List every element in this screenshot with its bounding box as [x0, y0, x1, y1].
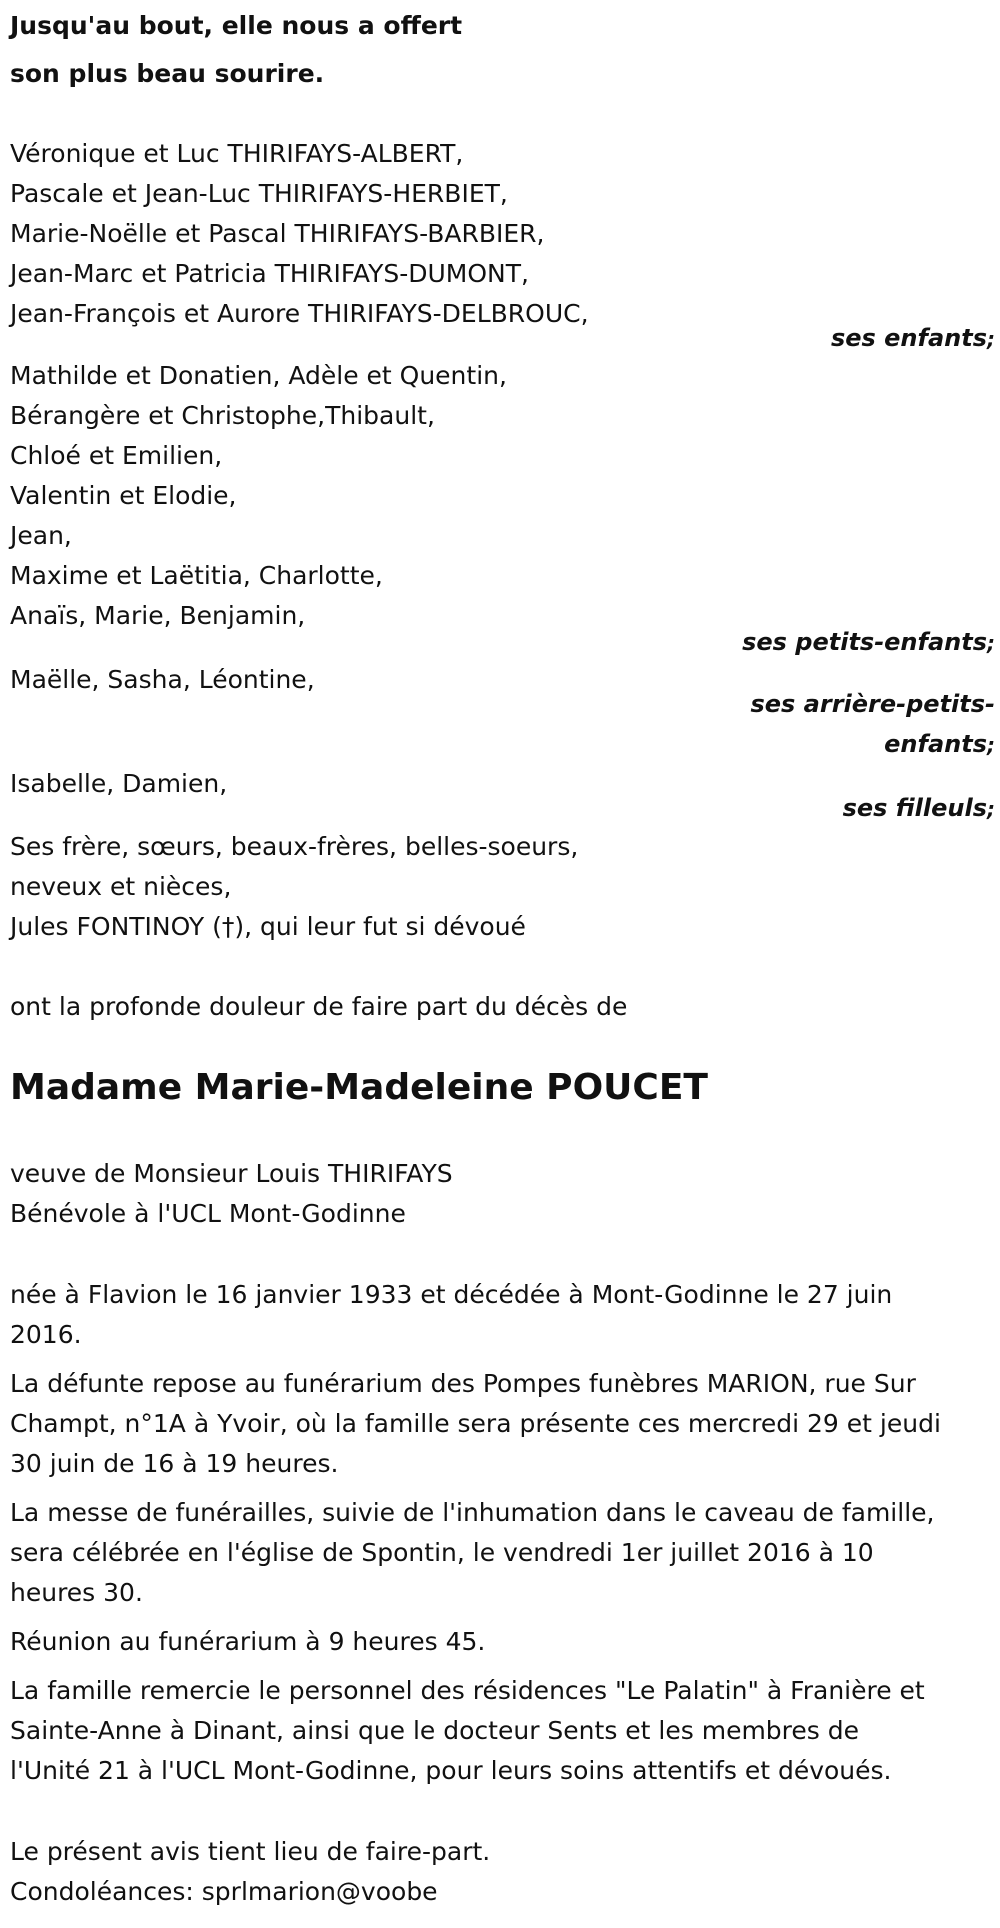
godchild-line: Isabelle, Damien,: [10, 769, 228, 798]
mass-line: La messe de funérailles, suivie de l'inhumation dans le caveau de famille,: [10, 1498, 935, 1527]
thanks-line: La famille remercie le personnel des résidences "Le Palatin" à Franière et: [10, 1676, 925, 1705]
grandchild-line: Chloé et Emilien,: [10, 441, 223, 470]
deceased-volunteer-line: Bénévole à l'UCL Mont-Godinne: [10, 1199, 406, 1228]
child-line: Pascale et Jean-Luc THIRIFAYS-HERBIET,: [10, 179, 508, 208]
deceased-name: Madame Marie-Madeleine POUCET: [10, 1067, 708, 1108]
great-grandchildren-label-text: enfants: [884, 730, 987, 758]
grandchildren-label-text: ses petits-enfants: [742, 628, 987, 656]
grandchild-line: Valentin et Elodie,: [10, 481, 237, 510]
grandchildren-label: [742, 622, 995, 663]
rest-line: 30 juin de 16 à 19 heures.: [10, 1449, 339, 1478]
thanks-line: l'Unité 21 à l'UCL Mont-Godinne, pour leurs soins attentifs et dévoués.: [10, 1756, 892, 1785]
others-line: neveux et nièces,: [10, 872, 232, 901]
great-grandchildren-label-sep: ;: [987, 733, 995, 757]
others-line: Ses frère, sœurs, beaux-frères, belles-soeurs,: [10, 832, 579, 861]
footer-condolences: Condoléances: sprlmarion@voobe: [10, 1877, 438, 1906]
child-line: Jean-Marc et Patricia THIRIFAYS-DUMONT,: [10, 259, 529, 288]
great-grandchildren-label-line-2: [884, 724, 995, 765]
rest-line: Champt, n°1A à Yvoir, où la famille sera présente ces mercredi 29 et jeudi: [10, 1409, 941, 1438]
godchildren-label-sep: ;: [987, 797, 995, 821]
great-grandchild-line: Maëlle, Sasha, Léontine,: [10, 665, 315, 694]
announcement-text: ont la profonde douleur de faire part du décès de: [10, 992, 628, 1021]
grandchild-line: Maxime et Laëtitia, Charlotte,: [10, 561, 383, 590]
children-label-sep: ;: [987, 327, 995, 351]
grandchildren-label-sep: ;: [987, 631, 995, 655]
grandchild-line: Anaïs, Marie, Benjamin,: [10, 601, 306, 630]
child-line: Marie-Noëlle et Pascal THIRIFAYS-BARBIER,: [10, 219, 545, 248]
child-line: Véronique et Luc THIRIFAYS-ALBERT,: [10, 139, 464, 168]
grandchild-line: Bérangère et Christophe,Thibault,: [10, 401, 435, 430]
children-label: [831, 318, 995, 359]
mass-line: heures 30.: [10, 1578, 143, 1607]
meeting-line: Réunion au funérarium à 9 heures 45.: [10, 1627, 486, 1656]
footer-notice: Le présent avis tient lieu de faire-part.: [10, 1837, 491, 1866]
children-label-text: ses enfants: [830, 324, 987, 352]
grandchild-line: Jean,: [10, 521, 72, 550]
intro-line-1: Jusqu'au bout, elle nous a offert: [10, 11, 463, 40]
great-grandchildren-label-line-1: ses arrière-petits-: [750, 690, 995, 718]
birth-death-line: née à Flavion le 16 janvier 1933 et décédée à Mont-Godinne le 27 juin: [10, 1280, 893, 1309]
child-line: Jean-François et Aurore THIRIFAYS-DELBROUC,: [10, 299, 589, 328]
mass-line: sera célébrée en l'église de Spontin, le vendredi 1er juillet 2016 à 10: [10, 1538, 874, 1567]
thanks-line: Sainte-Anne à Dinant, ainsi que le docteur Sents et les membres de: [10, 1716, 860, 1745]
rest-line: La défunte repose au funérarium des Pompes funèbres MARION, rue Sur: [10, 1369, 916, 1398]
deceased-widow-line: veuve de Monsieur Louis THIRIFAYS: [10, 1159, 453, 1188]
godchildren-label-text: ses filleuls: [842, 794, 987, 822]
intro-line-2: son plus beau sourire.: [10, 59, 325, 88]
godchildren-label: [843, 788, 995, 829]
others-line: Jules FONTINOY (†), qui leur fut si dévoué: [10, 912, 526, 941]
birth-death-line: 2016.: [10, 1320, 82, 1349]
grandchild-line: Mathilde et Donatien, Adèle et Quentin,: [10, 361, 507, 390]
